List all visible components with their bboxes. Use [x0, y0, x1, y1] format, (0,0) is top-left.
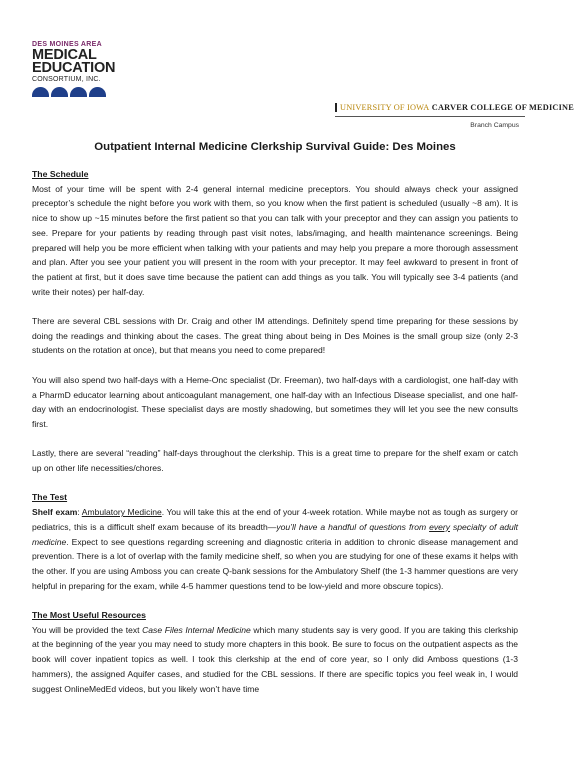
- schedule-paragraph-2: There are several CBL sessions with Dr. Craig and other IM attendings. Definitely spend time preparing for these sessions by doing the readings and thinking about the cases. The great thing about being in Des Moines is the small group size (only 2-3 students on the rotation at once), but that means you need to come prepared!: [32, 316, 518, 356]
- page-title: Outpatient Internal Medicine Clerkship Survival Guide: Des Moines: [94, 141, 456, 153]
- document-body: [32, 167, 518, 696]
- branch-campus-label: Branch Campus: [470, 122, 519, 129]
- logo-line-3: EDUCATION: [32, 60, 116, 76]
- test-paragraph: Shelf exam: Ambulatory Medicine. You will take this at the end of your 4-week rotation. While maybe not as tough as surgery or pediatrics, this is a difficult shelf exam because of its breadth—you’ll have a handful of questions from every specialty of adult medicine. Expect to see questions regarding screening and diagnostic criteria in addition to chronic disease management and prevention. There is a lot of overlap with the family medicine shelf, so when you are studying for one of these exams it helps with the other. If you are using Amboss you can create Q-bank sessions for the Ambulatory Shelf (the 1-3 hammer questions are very helpful in preparing for the exam, while 4-5 hammer questions tend to be low-yield and more obscure topics).: [32, 507, 518, 591]
- dmamec-logo: [32, 41, 152, 97]
- uiowa-carver-logo: [335, 103, 574, 129]
- logo-divider: [335, 116, 525, 117]
- logo-line-1: DES MOINES AREA: [32, 41, 102, 48]
- uiowa-wordmark: UNIVERSITY OF IOWA CARVER COLLEGE OF MEDICINE: [340, 103, 574, 112]
- section-heading-test: The Test: [32, 492, 68, 503]
- schedule-paragraph-4: Lastly, there are several “reading” half-days throughout the clerkship. This is a great time to prepare for the shelf exam or catch up on other life necessities/chores.: [32, 448, 518, 474]
- schedule-paragraph-1: Most of your time will be spent with 2-4 general internal medicine preceptors. You should always check your assigned preceptor’s schedule the night before you work with them, so you know when the first patient is scheduled (usually ~8 am). It is nice to show up ~15 minutes before the first patient so that you can talk with your preceptor and they can assign you patients to see. Prepare for your patients by reading through past visit notes, labs/imaging, and health maintenance screenings. Being prepared will help you be more efficient when talking with your patients and may help you prepare a more thorough assessment and plan. After you see your patient you will present in the room with your preceptor. It may feel awkward to present in front of the patient at first, but it does save time because the patient can add things as you talk. You will typically see 3-4 patients (and write their notes) per half-day.: [32, 183, 518, 297]
- logo-arches-icon: [32, 87, 152, 97]
- section-heading-resources: The Most Useful Resources: [32, 610, 146, 621]
- uiowa-mark-icon: [335, 103, 337, 112]
- logo-line-2: MEDICAL: [32, 47, 97, 63]
- section-heading-schedule: The Schedule: [32, 169, 89, 179]
- logo-line-4: CONSORTIUM, INC.: [32, 76, 101, 83]
- resources-paragraph: You will be provided the text Case Files Internal Medicine which many students say is very good. If you are taking this clerkship at the beginning of the year you may need to study more chapters in this book. Be sure to focus on the outpatient aspects as the book will cover inpatient topics as well. I took this clerkship at the end of core year, so I only did Amboss questions (1-3 hammers), the assigned Aquifer cases, and studied for the CBL sessions. If there are specific topics you feel weak in, I would suggest OnlineMedEd videos, but you likely won’t have time: [32, 624, 518, 694]
- schedule-paragraph-3: You will also spend two half-days with a Heme-Onc specialist (Dr. Freeman), two half-days with a cardiologist, one half-day with a PharmD educator learning about anticoagulant management, one half-day with an Infectious Disease specialist, and one half-day with an endocrinologist. These specialist days are mostly shadowing, but sometimes they will let you see the new consults first.: [32, 374, 518, 429]
